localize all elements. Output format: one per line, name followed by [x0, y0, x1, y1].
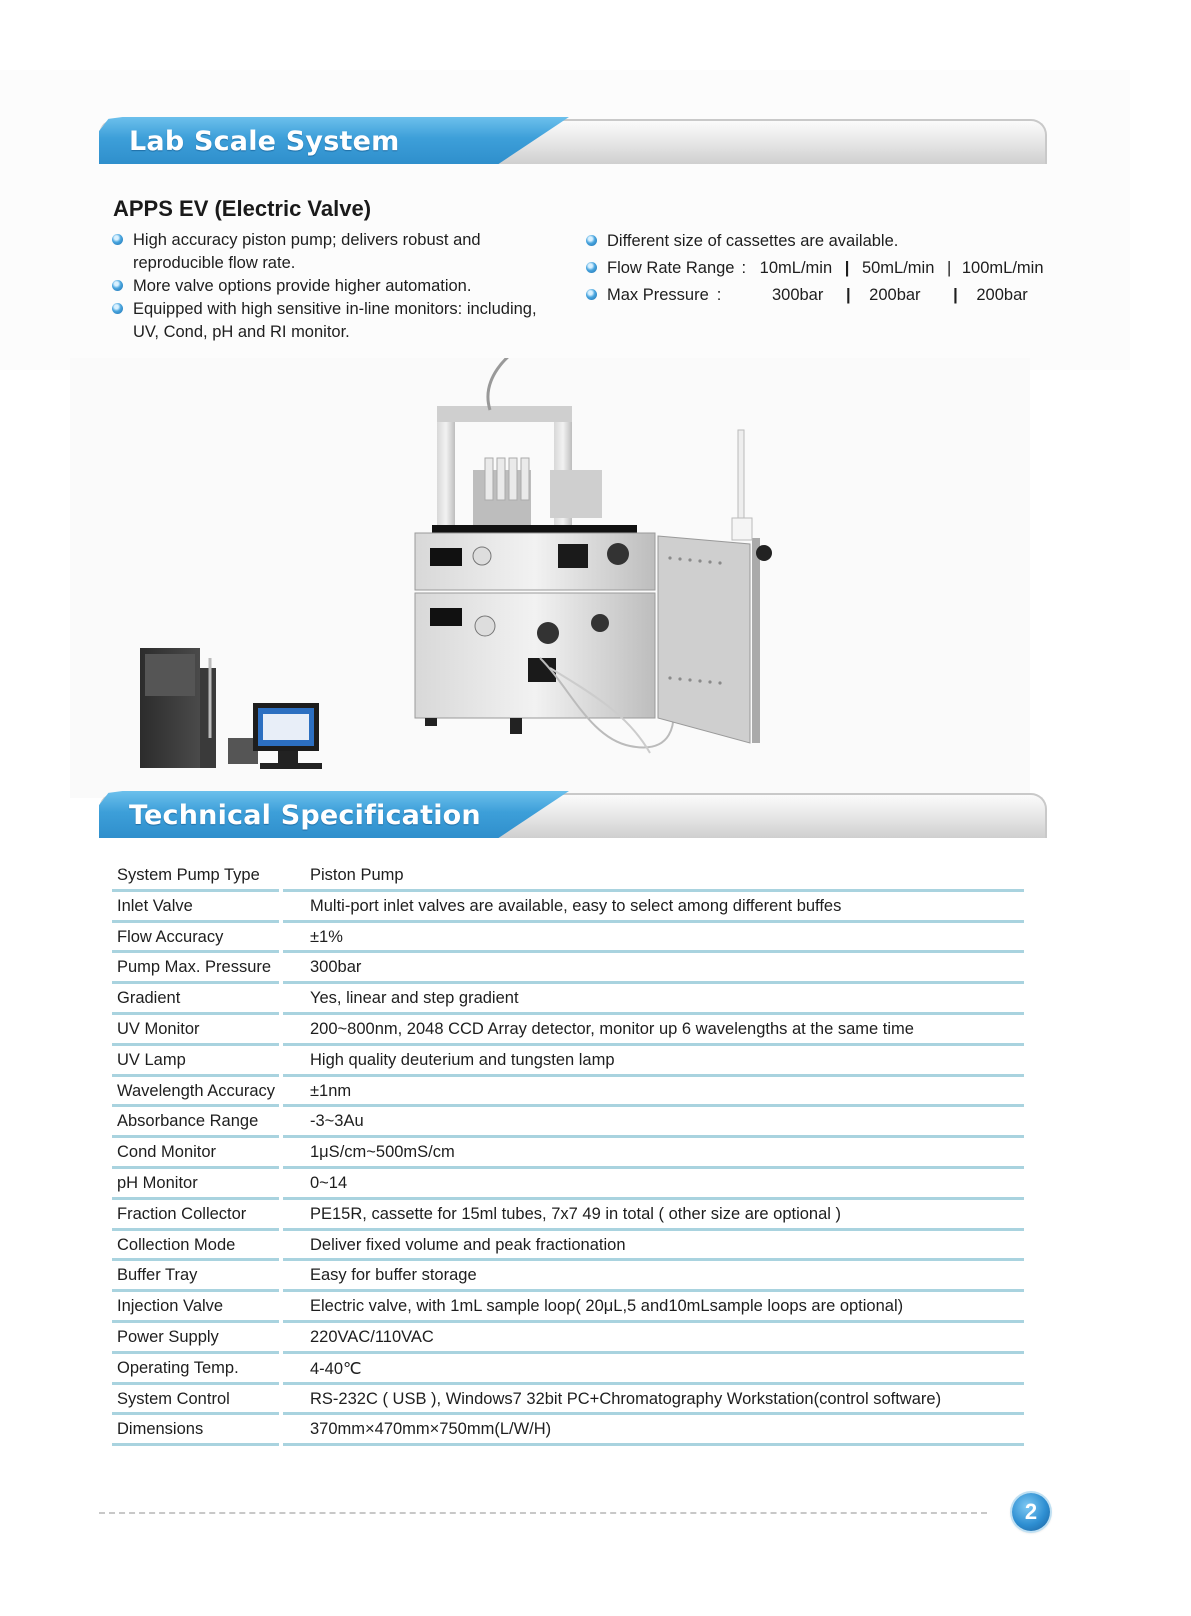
- spec-value: -3~3Au: [310, 1112, 364, 1131]
- spec-label: Operating Temp.: [117, 1358, 239, 1377]
- small-system-photo: [140, 648, 322, 769]
- spec-row: [112, 1015, 1024, 1046]
- spec-row: [112, 1138, 1024, 1169]
- bullet-icon: [586, 235, 597, 246]
- product-title: APPS EV (Electric Valve): [113, 196, 372, 221]
- spec-row: [112, 953, 1024, 984]
- spec-row: [112, 1354, 1024, 1385]
- max-pressure: Max Pressure : 300bar | 200bar | 200bar: [586, 284, 1056, 311]
- spec-row: [112, 923, 1024, 954]
- spec-label: Injection Valve: [117, 1297, 224, 1316]
- spec-label: Collection Mode: [117, 1235, 236, 1254]
- spec-table: [112, 861, 1024, 1446]
- spec-label: Absorbance Range: [117, 1112, 259, 1131]
- feature-item: Equipped with high sensitive in-line monitors: including, UV, Cond, pH and RI monitor.: [112, 298, 562, 344]
- spec-value: 1μS/cm~500mS/cm: [310, 1143, 455, 1162]
- spec-value: Easy for buffer storage: [310, 1266, 477, 1285]
- spec-label: Dimensions: [117, 1420, 204, 1439]
- spec-row: [112, 1169, 1024, 1200]
- feature-item: More valve options provide higher automation.: [112, 275, 562, 298]
- bullet-icon: [112, 303, 123, 314]
- chromatography-system-illustration: [70, 358, 1030, 798]
- spec-label: Gradient: [117, 989, 181, 1008]
- row-separator: [112, 1443, 279, 1446]
- spec-row: [112, 984, 1024, 1015]
- feature-list-left: [112, 229, 562, 344]
- feature-item: High accuracy piston pump; delivers robust and reproducible flow rate.: [112, 229, 562, 275]
- spec-value: Piston Pump: [310, 866, 404, 884]
- spec-label: Inlet Valve: [117, 896, 193, 915]
- spec-label: System Pump Type: [117, 866, 260, 884]
- spec-value: Multi-port inlet valves are available, easy to select among different buffes: [310, 896, 842, 915]
- spec-row: [112, 1261, 1024, 1292]
- spec-row: [112, 1107, 1024, 1138]
- spec-value: 4-40℃: [310, 1359, 362, 1378]
- page-number-badge: 2: [1012, 1493, 1050, 1531]
- feature-list-right: [586, 230, 1056, 311]
- bullet-icon: [586, 262, 597, 273]
- main-system-photo: [415, 358, 772, 753]
- spec-label: Power Supply: [117, 1327, 219, 1346]
- spec-value: 300bar: [310, 958, 362, 977]
- section-title: Technical Specification: [129, 800, 481, 831]
- spec-value: 0~14: [310, 1173, 348, 1192]
- spec-label: Pump Max. Pressure: [117, 958, 272, 977]
- spec-row: [112, 861, 1024, 892]
- spec-row: [112, 1077, 1024, 1108]
- spec-value: 370mm×470mm×750mm(L/W/H): [310, 1420, 552, 1439]
- spec-value: Electric valve, with 1mL sample loop( 20μL,5 and10mLsample loops are optional): [310, 1297, 904, 1316]
- spec-value: ±1nm: [310, 1081, 352, 1100]
- spec-label: Buffer Tray: [117, 1266, 198, 1285]
- spec-value: Deliver fixed volume and peak fractionation: [310, 1235, 626, 1254]
- flow-rate-range: Flow Rate Range : 10mL/min | 50mL/min | 100mL/min: [586, 257, 1056, 284]
- spec-value: 220VAC/110VAC: [310, 1327, 434, 1346]
- spec-row: [112, 1200, 1024, 1231]
- spec-label: UV Lamp: [117, 1050, 186, 1069]
- feature-item: Different size of cassettes are available.: [586, 230, 1056, 257]
- spec-value: 200~800nm, 2048 CCD Array detector, monitor up 6 wavelengths at the same time: [310, 1019, 914, 1038]
- spec-value: PE15R, cassette for 15ml tubes, 7x7 49 in total ( other size are optional ): [310, 1204, 842, 1223]
- spec-label: Cond Monitor: [117, 1143, 217, 1162]
- spec-value: ±1%: [310, 927, 343, 946]
- spec-label: Fraction Collector: [117, 1204, 247, 1223]
- spec-label: Wavelength Accuracy: [117, 1081, 276, 1100]
- tech-spec-banner: [99, 791, 1047, 839]
- spec-row: [112, 1385, 1024, 1416]
- section-title: Lab Scale System: [129, 126, 400, 157]
- spec-row: [112, 892, 1024, 923]
- spec-row: [112, 1046, 1024, 1077]
- bullet-icon: [586, 289, 597, 300]
- spec-row: [112, 1323, 1024, 1354]
- product-photo: [70, 358, 1030, 798]
- row-separator: [283, 1443, 1024, 1446]
- spec-label: System Control: [117, 1389, 230, 1408]
- spec-row: [112, 1415, 1024, 1446]
- spec-label: pH Monitor: [117, 1173, 198, 1192]
- spec-row: [112, 1292, 1024, 1323]
- spec-value: RS-232C ( USB ), Windows7 32bit PC+Chromatography Workstation(control software): [310, 1389, 942, 1408]
- spec-value: High quality deuterium and tungsten lamp: [310, 1050, 615, 1069]
- bullet-icon: [112, 280, 123, 291]
- bullet-icon: [112, 234, 123, 245]
- spec-row: [112, 1231, 1024, 1262]
- lab-scale-banner: [99, 117, 1047, 165]
- footer-divider: [99, 1512, 987, 1514]
- spec-value: Yes, linear and step gradient: [310, 989, 519, 1008]
- spec-label: UV Monitor: [117, 1019, 200, 1038]
- spec-label: Flow Accuracy: [117, 927, 224, 946]
